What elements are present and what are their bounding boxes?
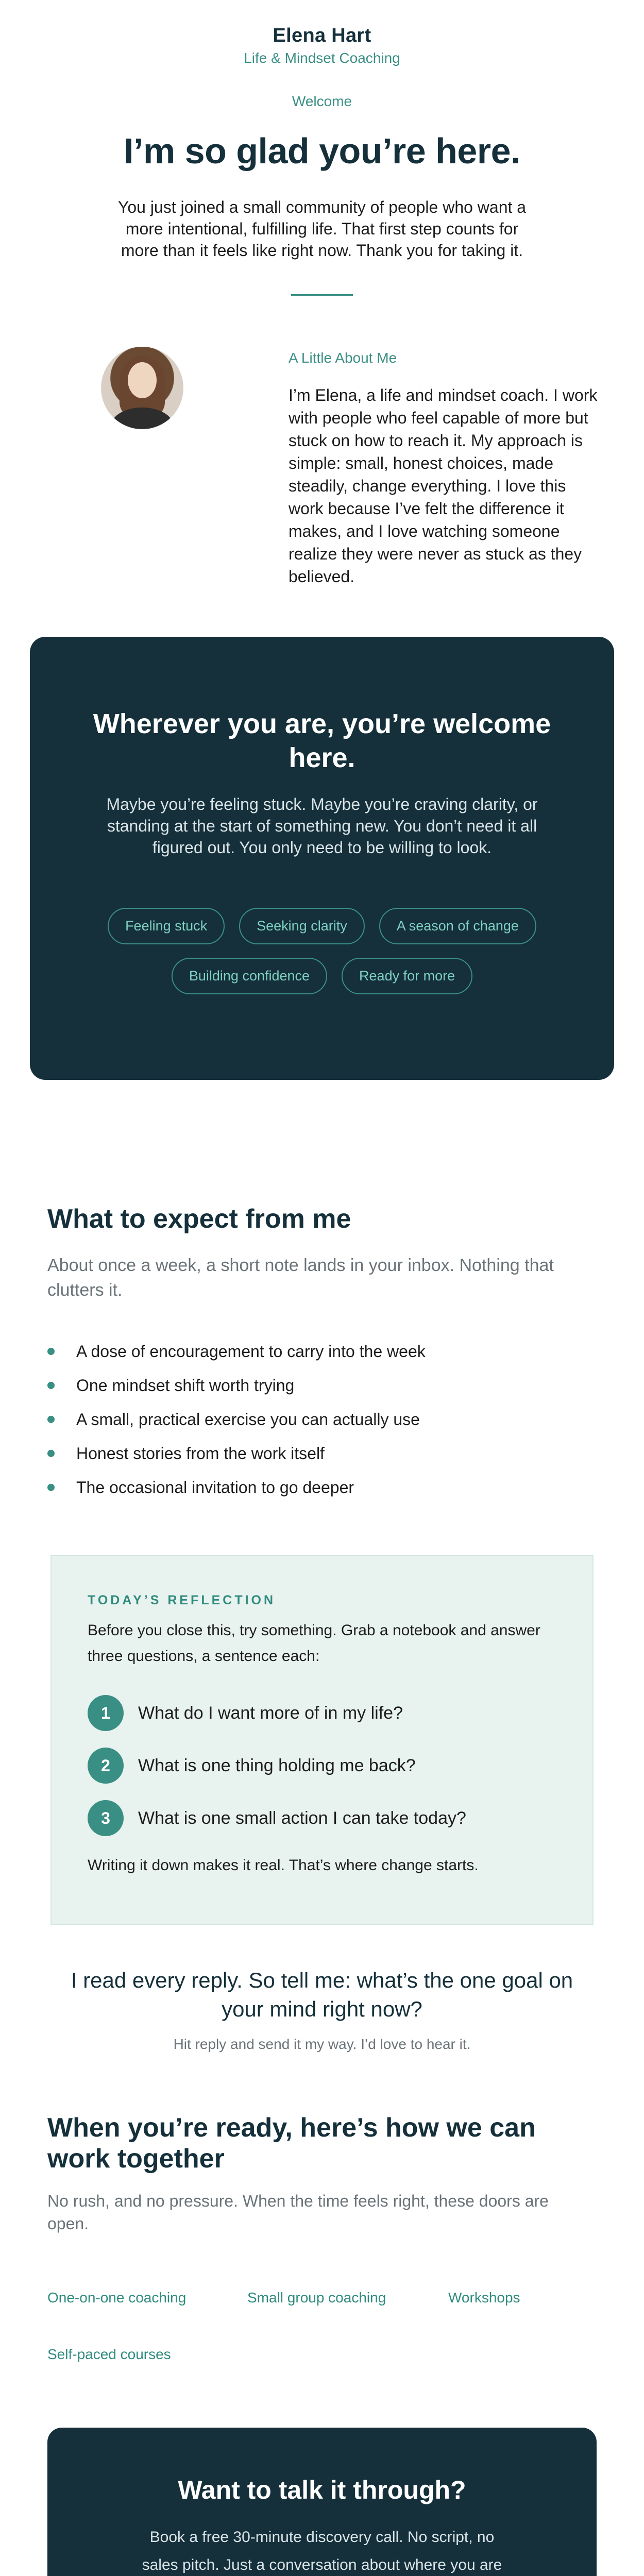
welcome-card [30,637,614,1080]
reflection-question [88,1800,466,1836]
link-small-group[interactable]: Small group coaching [247,2290,386,2306]
expect-title: What to expect from me [47,1204,351,1234]
list-item: One mindset shift worth trying [47,1368,426,1402]
chip: Seeking clarity [239,908,365,944]
chip: Feeling stuck [108,908,225,944]
expect-subtitle: About once a week, a short note lands in your inbox. Nothing that clutters it. [47,1256,554,1300]
chip: Building confidence [172,958,327,994]
expect-list [47,1334,426,1504]
cta-title: Want to talk it through? [178,2476,466,2504]
about-text: I’m Elena, a life and mindset coach. I work with people who feel capable of more but stuck on how to reach it. My approach is simple: small, honest choices, made steadily, change everything. I love this work because I’ve felt the difference it makes, and I love watching someone realize they were never as stuck as they believed. [289,386,598,586]
about-section [0,296,644,647]
link-one-on-one[interactable]: One-on-one coaching [47,2290,187,2306]
question-number: 2 [88,1748,124,1784]
reply-prompt: I read every reply. So tell me: what’s the one goal on your mind right now? [71,1968,573,2021]
link-self-paced[interactable]: Self-paced courses [47,2346,171,2362]
link-workshops[interactable]: Workshops [448,2290,520,2306]
chip: Ready for more [342,958,472,994]
reflection-card [50,1555,594,1925]
question-number: 3 [88,1800,124,1836]
bullet-dot-icon [47,1450,55,1457]
page-title: I’m so glad you’re here. [124,131,520,171]
brand-tagline: Life & Mindset Coaching [244,50,400,66]
reply-subtitle: Hit reply and send it my way. I’d love to hear it. [173,2036,471,2052]
list-item: A dose of encouragement to carry into the week [47,1334,426,1368]
question-text: What do I want more of in my life? [138,1703,403,1723]
bullet-dot-icon [47,1348,55,1355]
welcome-card-body: Maybe you’re feeling stuck. Maybe you’re craving clarity, or standing at the start of something new. You don’t need it all figured out. You only need to be willing to look. [106,795,538,857]
reflection-intro: Before you close this, try something. Grab a notebook and answer three questions, a sentence each: [88,1622,540,1665]
question-text: What is one thing holding me back? [138,1755,416,1775]
chip: A season of change [379,908,536,944]
bullet-dot-icon [47,1382,55,1389]
question-number: 1 [88,1695,124,1731]
work-title: When you’re ready, here’s how we can work together [47,2113,536,2174]
reflection-label: TODAY’S REFLECTION [88,1593,276,1607]
list-item: The occasional invitation to go deeper [47,1470,426,1504]
question-text: What is one small action I can take today? [138,1808,466,1828]
brand-name: Elena Hart [273,25,371,46]
bullet-dot-icon [47,1416,55,1423]
chip-list [80,908,564,994]
welcome-card-title: Wherever you are, you’re welcome here. [93,708,551,773]
list-item: A small, practical exercise you can actually use [47,1402,426,1436]
author-photo [101,347,183,429]
reflection-question [88,1695,403,1731]
reflection-outro: Writing it down makes it real. That’s where change starts. [88,1857,479,1874]
email-header [0,0,644,66]
cta-body: Book a free 30-minute discovery call. No script, no sales pitch. Just a conversation about where you are [142,2529,502,2573]
welcome-tag: Welcome [292,93,352,109]
cta-card [47,2428,597,2576]
bullet-dot-icon [47,1484,55,1491]
about-label: A Little About Me [289,350,397,366]
welcome-intro: You just joined a small community of people who want a more intentional, fulfilling life. That first step counts for more than it feels like right now. Thank you for taking it. [117,198,527,260]
list-item: Honest stories from the work itself [47,1436,426,1470]
work-subtitle: No rush, and no pressure. When the time feels right, these doors are open. [47,2192,549,2233]
reflection-question [88,1748,416,1784]
